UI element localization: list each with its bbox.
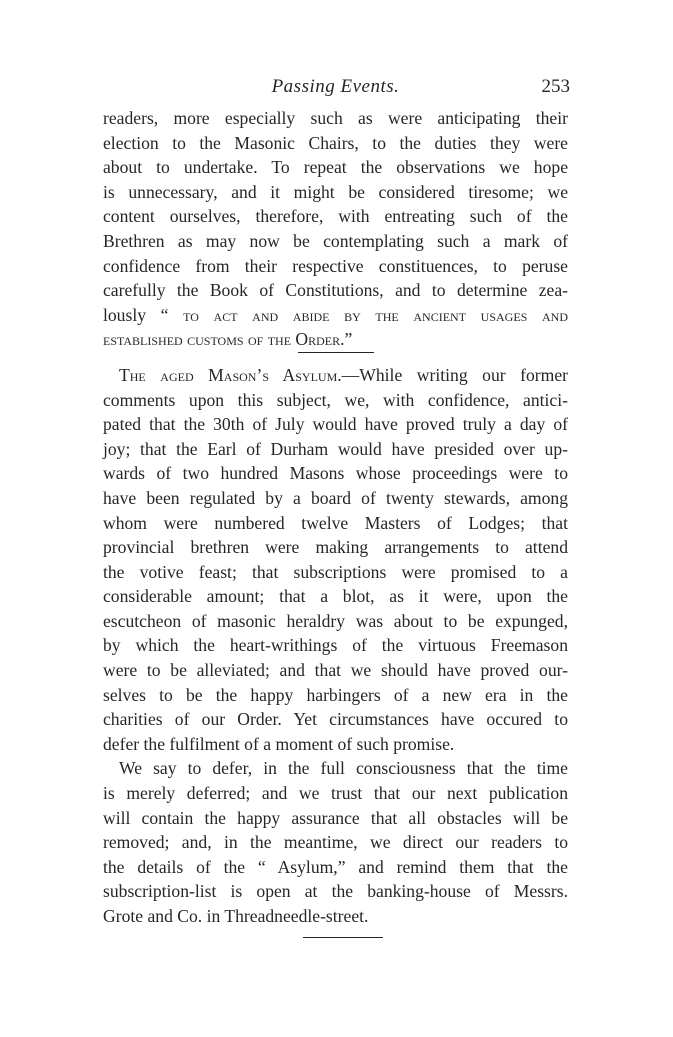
- text-line: considerable amount; that a blot, as it were, upon the: [103, 586, 568, 607]
- text-line: The aged Mason’s Asylum.—While writing our former: [119, 364, 568, 385]
- small-caps-text: established customs of the Order.: [103, 329, 345, 350]
- text-line: about to undertake. To repeat the observations we hope: [103, 157, 568, 178]
- paragraph-2: [103, 363, 568, 757]
- text-line: the votive feast; that subscriptions were promised to a: [103, 561, 568, 582]
- running-head: Passing Events.: [271, 76, 400, 97]
- small-caps-text: to act and abide by the ancient usages and: [183, 304, 568, 325]
- page-number: 253: [541, 76, 570, 97]
- text-line: by which the heart-writhings of the virtuous Freemason: [103, 635, 568, 656]
- text-line: established customs of the Order.”: [103, 329, 353, 350]
- text-line: pated that the 30th of July would have proved truly a day of: [103, 414, 568, 435]
- text-line: election to the Masonic Chairs, to the duties they were: [103, 132, 568, 153]
- text-line: the details of the “ Asylum,” and remind them that the: [103, 856, 568, 877]
- spacer: [103, 353, 568, 363]
- text-line: whom were numbered twelve Masters of Lodges; that: [103, 512, 568, 533]
- text-line: comments upon this subject, we, with confidence, antici-: [103, 389, 568, 410]
- text-line: readers, more especially such as were anticipating their: [103, 108, 568, 128]
- text-line: carefully the Book of Constitutions, and to determine zea-: [103, 280, 568, 301]
- end-rule: [303, 937, 383, 938]
- body-text: [103, 106, 568, 929]
- text-line: confidence from their respective constituences, to peruse: [103, 255, 568, 276]
- text-line: selves to be the happy harbingers of a new era in the: [103, 684, 568, 705]
- text-line: Brethren as may now be contemplating such a mark of: [103, 230, 568, 251]
- text-line: defer the fulfilment of a moment of such promise.: [103, 733, 455, 754]
- paragraph-1: [103, 106, 568, 352]
- text-line: joy; that the Earl of Durham would have presided over up-: [103, 438, 568, 459]
- text-line: will contain the happy assurance that all obstacles will be: [103, 807, 568, 828]
- text-line: escutcheon of masonic heraldry was about to be expunged,: [103, 610, 568, 631]
- text-line: We say to defer, in the full consciousness that the time: [119, 758, 568, 779]
- text-line: removed; and, in the meantime, we direct our readers to: [103, 832, 568, 853]
- paragraph-3: [103, 756, 568, 928]
- text-line: were to be alleviated; and that we should have proved our-: [103, 660, 568, 681]
- text-line: lously “ to act and abide by the ancient usages and: [103, 304, 568, 325]
- text-line: subscription-list is open at the banking-house of Messrs.: [103, 881, 568, 902]
- text-line: provincial brethren were making arrangements to attend: [103, 537, 568, 558]
- text-line: wards of two hundred Masons whose proceedings were to: [103, 463, 568, 484]
- text-line: have been regulated by a board of twenty stewards, among: [103, 487, 568, 508]
- page-header: [103, 76, 568, 102]
- text-line: Grote and Co. in Threadneedle-street.: [103, 906, 369, 926]
- text-line: is unnecessary, and it might be considered tiresome; we: [103, 181, 568, 202]
- text-line: charities of our Order. Yet circumstances have occured to: [103, 709, 568, 730]
- small-caps-text: The aged Mason’s Asylum.: [119, 364, 342, 385]
- text-line: content ourselves, therefore, with entreating such of the: [103, 206, 568, 227]
- text-line: is merely deferred; and we trust that our next publication: [103, 783, 568, 804]
